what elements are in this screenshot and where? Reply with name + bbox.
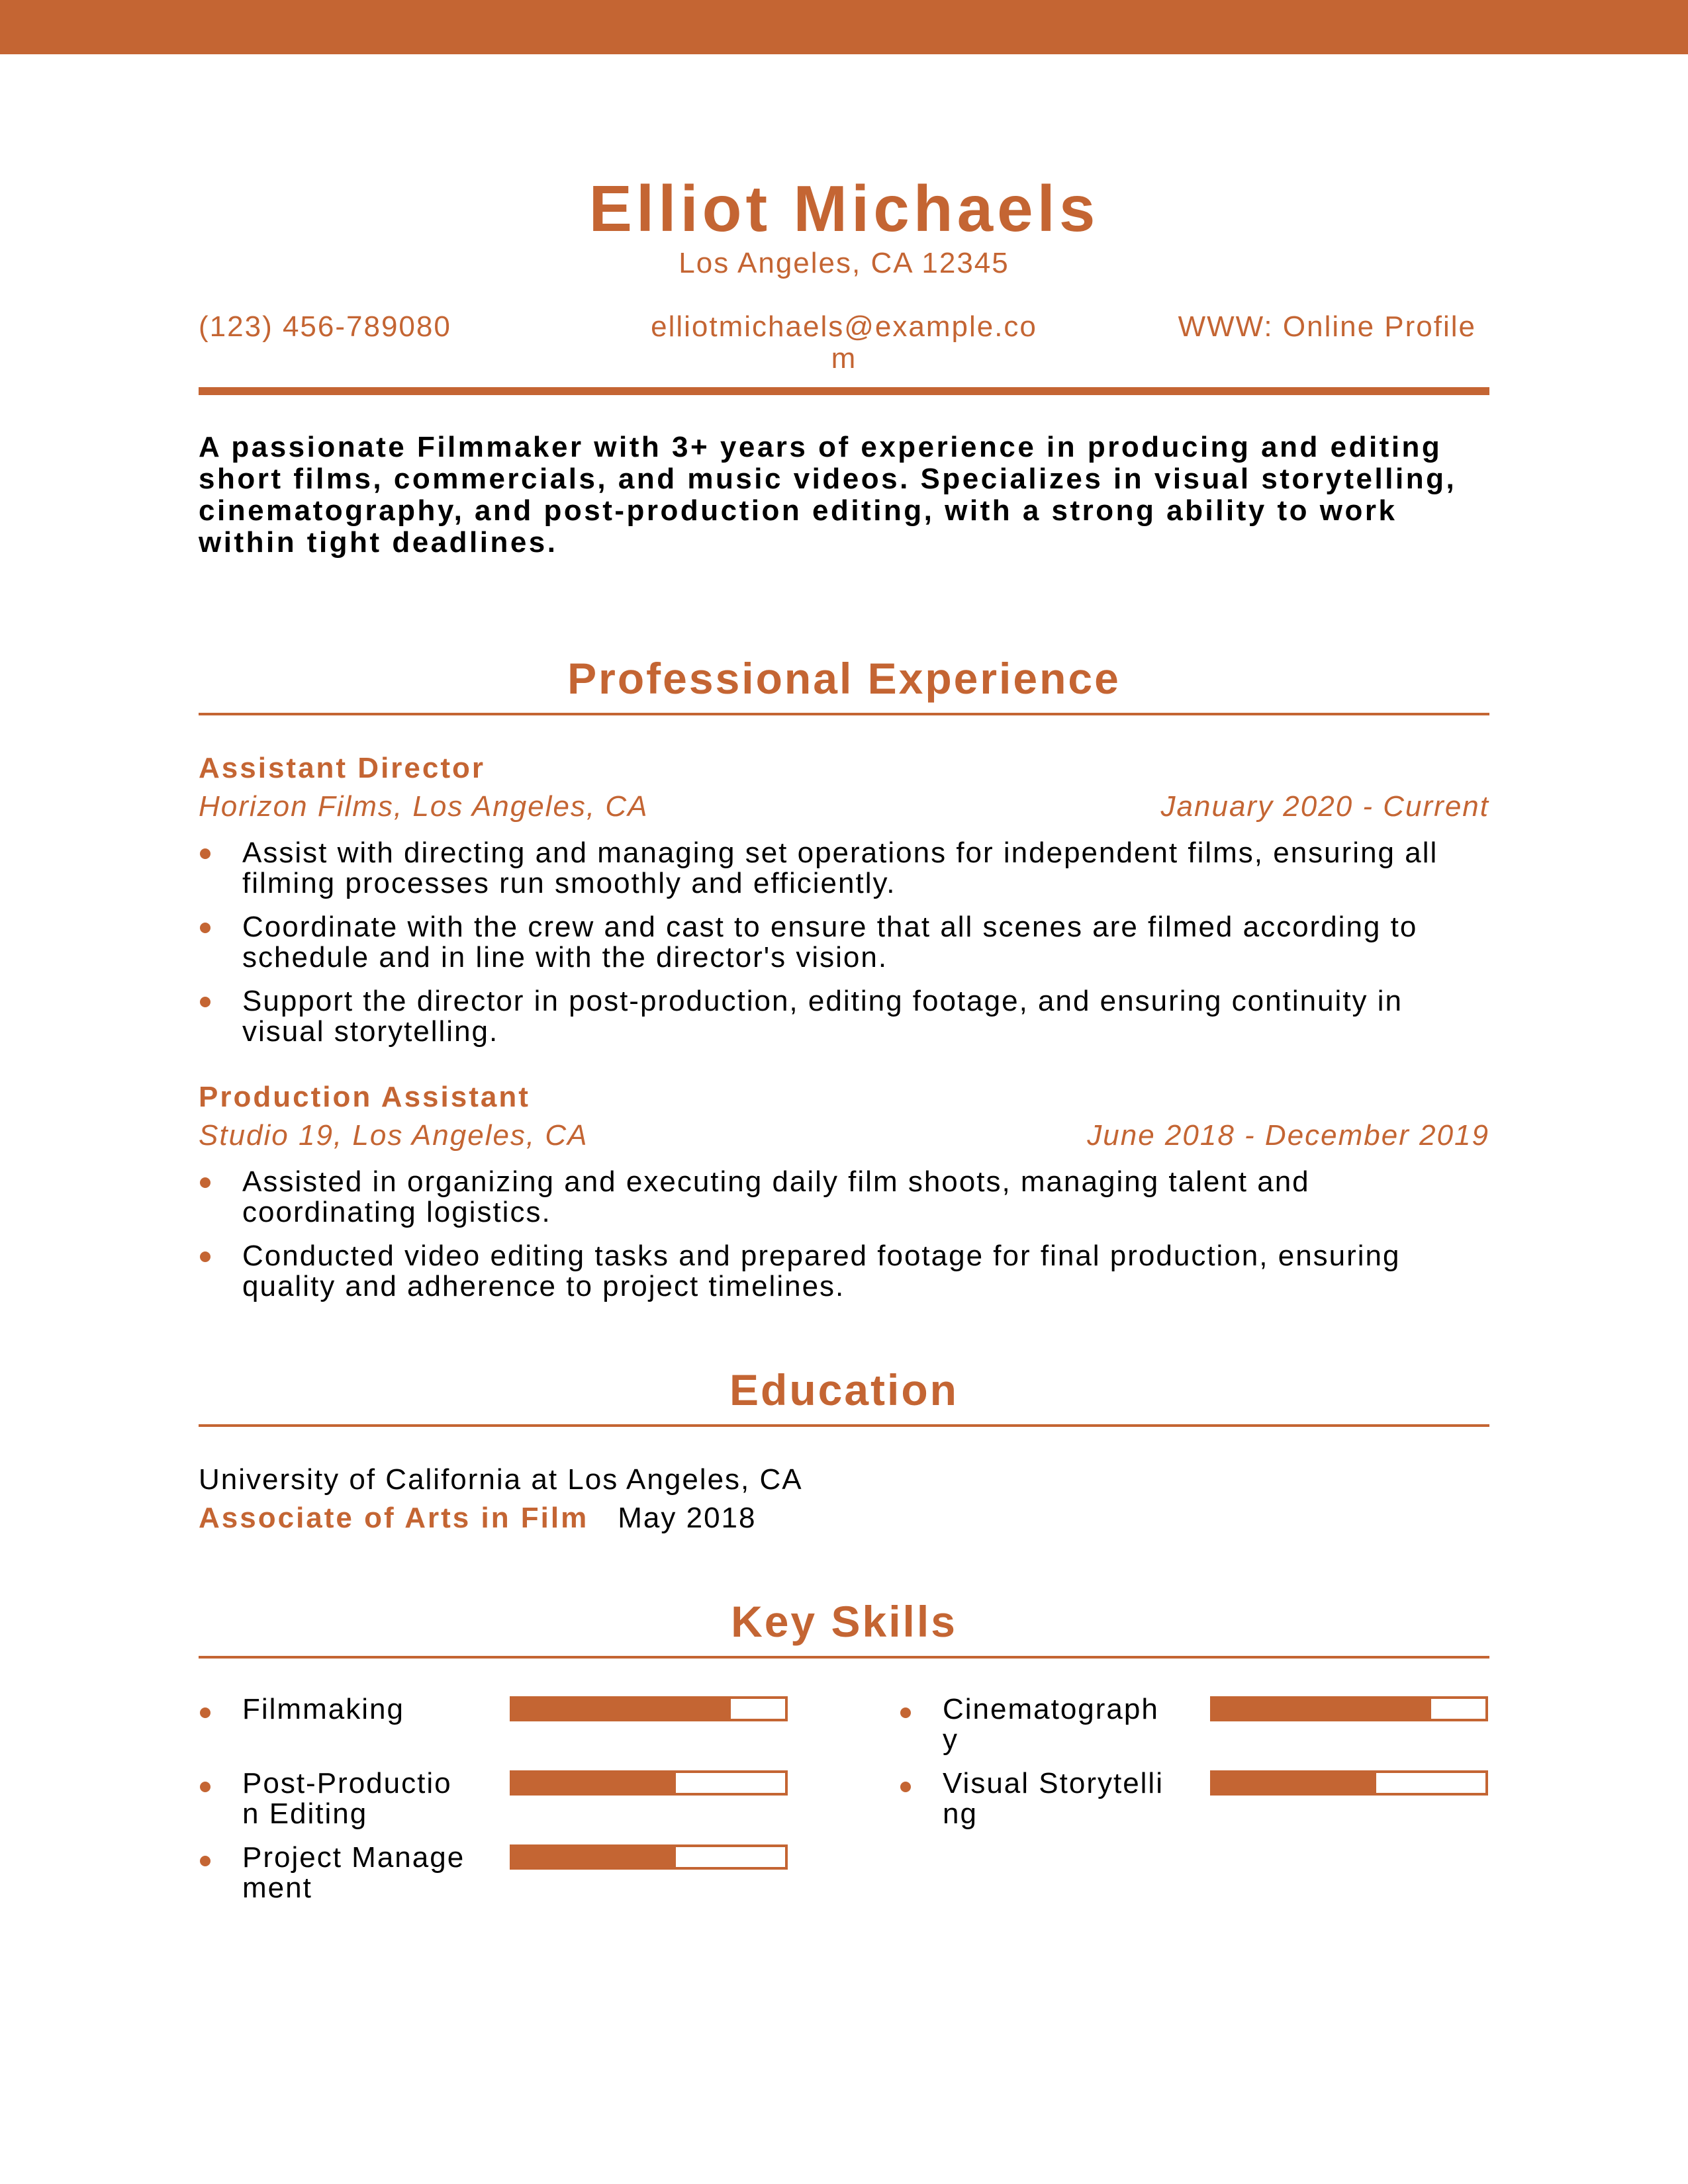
- job-company: Studio 19, Los Angeles, CA: [199, 1119, 588, 1152]
- education-divider: [199, 1424, 1489, 1427]
- job-bullets: [199, 838, 1489, 1060]
- experience-divider: [199, 713, 1489, 715]
- skill-level-bar: [510, 1696, 788, 1721]
- skill-label: Visual Storytelling: [943, 1767, 1164, 1830]
- skill-level-bar: [510, 1770, 788, 1796]
- skill-level-bar: [1210, 1770, 1488, 1796]
- skill-level-bar: [1210, 1696, 1488, 1721]
- bullet-dot: [900, 1782, 911, 1792]
- skill-level-fill: [512, 1699, 731, 1719]
- header-divider: [199, 387, 1489, 395]
- experience-heading: Professional Experience: [567, 654, 1121, 703]
- education-date: May 2018: [618, 1502, 757, 1534]
- job-bullets: [199, 1167, 1489, 1315]
- bullet-dot: [200, 1782, 211, 1792]
- job-title: Assistant Director: [199, 752, 486, 784]
- job-dates: June 2018 - December 2019: [1087, 1119, 1489, 1152]
- skills-divider: [199, 1656, 1489, 1659]
- job-company: Horizon Films, Los Angeles, CA: [199, 790, 649, 823]
- skill-item: [199, 1768, 801, 1848]
- professional-summary: A passionate Filmmaker with 3+ years of experience in producing and editing short films, commercials, and music videos. Specializes in visual storytelling, cinematography, and post-production editing, with a strong ability to work within tight deadlines.: [199, 431, 1457, 559]
- skill-level-fill: [512, 1773, 676, 1793]
- candidate-name: Elliot Michaels: [588, 172, 1100, 245]
- education-degree-line: [199, 1501, 756, 1535]
- skill-label: Post-Production Editing: [242, 1767, 452, 1830]
- phone-number: (123) 456-789080: [199, 310, 451, 343]
- job-dates: January 2020 - Current: [1160, 790, 1489, 823]
- skill-label: Project Management: [242, 1841, 465, 1904]
- job-title: Production Assistant: [199, 1081, 530, 1113]
- bullet-dot: [200, 1856, 211, 1866]
- skill-level-fill: [1213, 1773, 1376, 1793]
- top-accent-bar: [0, 0, 1688, 54]
- list-item: Conducted video editing tasks and prepared footage for final production, ensuring quality and adherence to project timelines.: [199, 1241, 1489, 1302]
- job-company-line: [199, 790, 1489, 824]
- education-heading: Education: [729, 1365, 959, 1414]
- skill-item: [899, 1694, 1501, 1774]
- list-item: Assist with directing and managing set operations for independent films, ensuring all filming processes run smoothly and efficiently.: [199, 838, 1489, 899]
- candidate-location: Los Angeles, CA 12345: [679, 247, 1009, 279]
- skill-level-fill: [512, 1847, 676, 1867]
- list-item: Coordinate with the crew and cast to ensure that all scenes are filmed according to schedule and in line with the director's vision.: [199, 912, 1489, 973]
- skills-heading: Key Skills: [731, 1597, 957, 1646]
- education-school: University of California at Los Angeles, CA: [199, 1463, 803, 1496]
- skill-label: Cinematography: [943, 1693, 1159, 1756]
- skill-level-bar: [510, 1844, 788, 1870]
- website-link[interactable]: WWW: Online Profile: [1178, 310, 1476, 343]
- skill-label: Filmmaking: [242, 1693, 404, 1725]
- email-link[interactable]: elliotmichaels@example.com: [651, 310, 1037, 375]
- skill-item: [199, 1843, 801, 1922]
- list-item: Assisted in organizing and executing daily film shoots, managing talent and coordinating logistics.: [199, 1167, 1489, 1228]
- skill-item: [899, 1768, 1501, 1848]
- skill-level-fill: [1213, 1699, 1431, 1719]
- bullet-dot: [900, 1707, 911, 1718]
- bullet-dot: [200, 1707, 211, 1718]
- job-company-line: [199, 1118, 1489, 1153]
- education-degree: Associate of Arts in Film: [199, 1502, 589, 1534]
- skill-item: [199, 1694, 801, 1774]
- list-item: Support the director in post-production, editing footage, and ensuring continuity in visual storytelling.: [199, 986, 1489, 1047]
